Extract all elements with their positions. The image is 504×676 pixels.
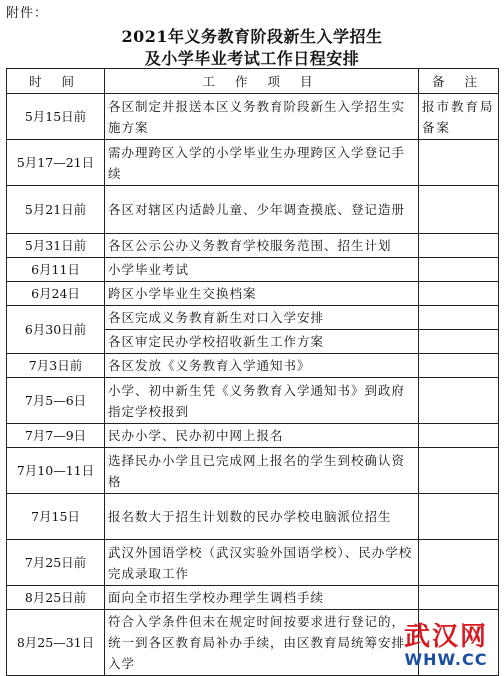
row-note-empty [419,306,499,330]
table-row [7,140,499,186]
watermark-en: WHW.CC [404,650,488,669]
table-row [7,282,499,306]
row-item: 各区对辖区内适龄儿童、少年调查摸底、登记造册 [105,186,419,234]
attachment-label: 附件： [6,6,49,21]
row-time: 8月25日前 [7,586,105,610]
row-item: 符合入学条件但未在规定时间按要求进行登记的，统一到各区教育局补办手续，由区教育局统筹安排入学 [105,610,419,676]
row-note-empty [419,282,499,306]
row-note-empty [419,140,499,186]
table-row [7,306,499,330]
table-row [7,234,499,258]
row-note-empty [419,330,499,354]
row-note-empty [419,258,499,282]
row-item: 各区公示公办义务教育学校服务范围、招生计划 [105,234,419,258]
row-time: 6月11日 [7,258,105,282]
row-time: 7月25日前 [7,540,105,586]
row-note-empty [419,586,499,610]
row-time: 7月10—11日 [7,448,105,494]
row-note-empty [419,540,499,586]
row-note-empty [419,186,499,234]
row-time: 5月15日前 [7,94,105,140]
row-item: 武汉外国语学校（武汉实验外国语学校）、民办学校完成录取工作 [105,540,419,586]
table-row [7,586,499,610]
page-title-line2: 及小学毕业考试工作日程安排 [144,49,360,68]
row-note-empty [419,494,499,540]
row-time: 5月31日前 [7,234,105,258]
watermark-logo [394,623,498,669]
row-note-empty [419,354,499,378]
table-row [7,94,499,140]
row-item: 小学、初中新生凭《义务教育入学通知书》到政府指定学校报到 [105,378,419,424]
row-time: 7月7—9日 [7,424,105,448]
row-item: 各区发放《义务教育入学通知书》 [105,354,419,378]
row-time: 5月17—21日 [7,140,105,186]
table-row [7,448,499,494]
header-time: 时 间 [7,69,105,94]
row-note-empty [419,378,499,424]
table-row [7,258,499,282]
watermark-cn: 武汉网 [403,622,488,652]
header-item: 工 作 项 目 [105,69,419,94]
row-item: 小学毕业考试 [105,258,419,282]
table-row [7,186,499,234]
row-item: 各区完成义务教育新生对口入学安排 [105,306,419,330]
row-note-empty [419,424,499,448]
row-note-empty [419,448,499,494]
row-item: 报名数大于招生计划数的民办学校电脑派位招生 [105,494,419,540]
table-row [7,424,499,448]
schedule-table [6,68,499,676]
table-row [7,378,499,424]
table-row [7,354,499,378]
row-item: 各区制定并报送本区义务教育阶段新生入学招生实施方案 [105,94,419,140]
row-note: 报市教育局备案 [419,94,499,140]
row-item: 跨区小学毕业生交换档案 [105,282,419,306]
row-note-empty [419,234,499,258]
header-note: 备 注 [419,69,499,94]
row-item: 民办小学、民办初中网上报名 [105,424,419,448]
row-item: 需办理跨区入学的小学毕业生办理跨区入学登记手续 [105,140,419,186]
row-time: 6月30日前 [7,306,105,354]
row-time: 6月24日 [7,282,105,306]
table-row [7,540,499,586]
row-item: 各区审定民办学校招收新生工作方案 [105,330,419,354]
row-item: 选择民办小学且已完成网上报名的学生到校确认资格 [105,448,419,494]
row-time: 8月25—31日 [7,610,105,676]
row-item: 面向全市招生学校办理学生调档手续 [105,586,419,610]
table-row [7,494,499,540]
row-time: 7月3日前 [7,354,105,378]
row-time: 5月21日前 [7,186,105,234]
row-time: 7月5—6日 [7,378,105,424]
row-time: 7月15日 [7,494,105,540]
page-title-line1: 2021年义务教育阶段新生入学招生 [121,27,383,46]
header-row [7,69,499,94]
